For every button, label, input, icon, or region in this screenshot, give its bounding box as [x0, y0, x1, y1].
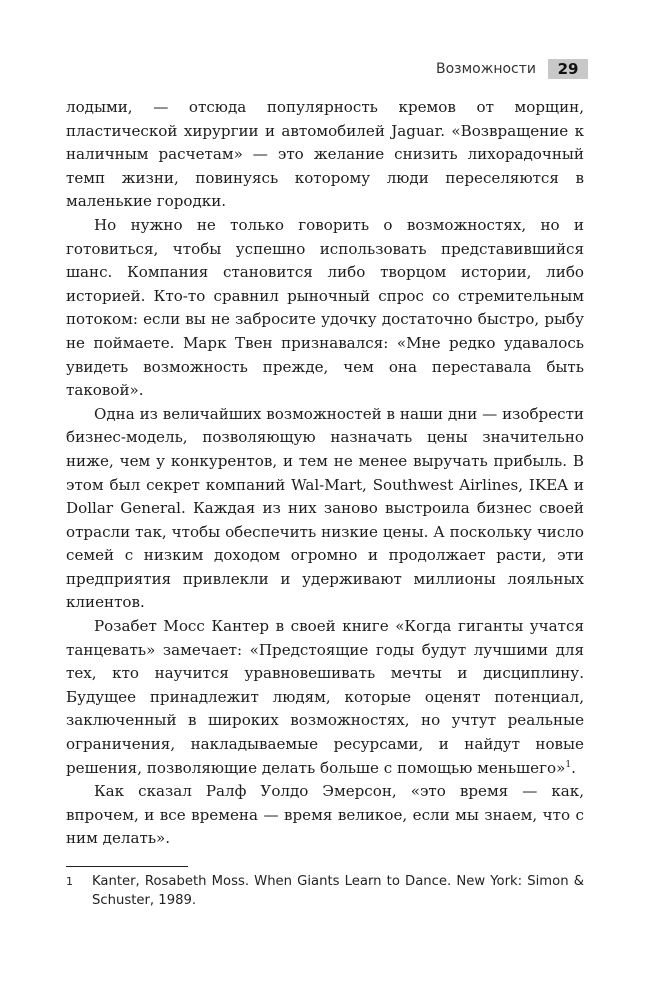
paragraph-2: Но нужно не только говорить о возможностях, но и готовиться, чтобы успешно использовать представившийся шанс. Компания становится либо творцом истории, либо историей. Кто-то сравнил рыночный спрос со стремительным потоком: если вы не забросите удочку достаточно быстро, рыбу не поймаете. Марк Твен признавался: «Мне редко удавалось увидеть возможность прежде, чем она переставала быть таковой». [66, 215, 584, 400]
running-header [436, 58, 588, 80]
footnote-marker: 1 [66, 875, 73, 888]
footnote-divider [66, 866, 188, 867]
page-number: 29 [548, 59, 588, 79]
paragraph-3: Одна из величайших возможностей в наши дни — изобрести бизнес-модель, позволяющую назначать цены значительно ниже, чем у конкурентов, и тем не менее выручать прибыль. В этом был секрет компаний Wal-Mart, Southwest Airlines, IKEA и Dollar General. Каждая из них заново выстроила бизнес своей отрасли так, чтобы обеспечить низкие цены. А поскольку число семей с низким доходом огромно и продолжает расти, эти предприятия привлекли и удерживают миллионы лояльных клиентов. [66, 404, 584, 612]
section-title: Возможности [435, 61, 536, 77]
footnote-reference: 1 [565, 759, 572, 770]
footnote [66, 872, 584, 910]
paragraph-4: Розабет Мосс Кантер в своей книге «Когда гиганты учатся танцевать» замечает: «Предстоящие годы будут лучшими для тех, кто научится уравновешивать мечты и дисциплину. Будущее принадлежит людям, которые оценят потенциал, заключенный в широких возможностях, но учтут реальные ограничения, накладываемые ресурсами, и найдут новые решения, позволяющие делать больше с помощью меньшего»$^1$. [66, 617, 584, 777]
paragraph-4-text: Розабет Мосс Кантер в своей книге «Когда гиганты учатся танцевать» замечает: «Предстоящие годы будут лучшими для тех, кто научится уравновешивать мечты и дисциплину. Будущее принадлежит людям, которые оценят потенциал, заключенный в широких возможностях, но учтут реальные ограничения, накладываемые ресурсами, и найдут новые решения, позволяющие делать больше с помощью меньшего» [66, 617, 584, 777]
paragraph-1: лодыми, — отсюда популярность кремов от морщин, пластической хирургии и автомобилей Jaguar. «Возвращение к наличным расчетам» — это желание снизить лихорадочный темп жизни, повинуясь которому люди переселяются в маленькие городки. [66, 98, 584, 211]
footnote-text: Kanter, Rosabeth Moss. When Giants Learn to Dance. New York: Simon & Schuster, 1989. [92, 874, 584, 908]
paragraph-5: Как сказал Ралф Уолдо Эмерсон, «это время — как, впрочем, и все времена — время великое, если мы знаем, что с ним делать». [66, 782, 584, 848]
body-text [66, 96, 584, 851]
